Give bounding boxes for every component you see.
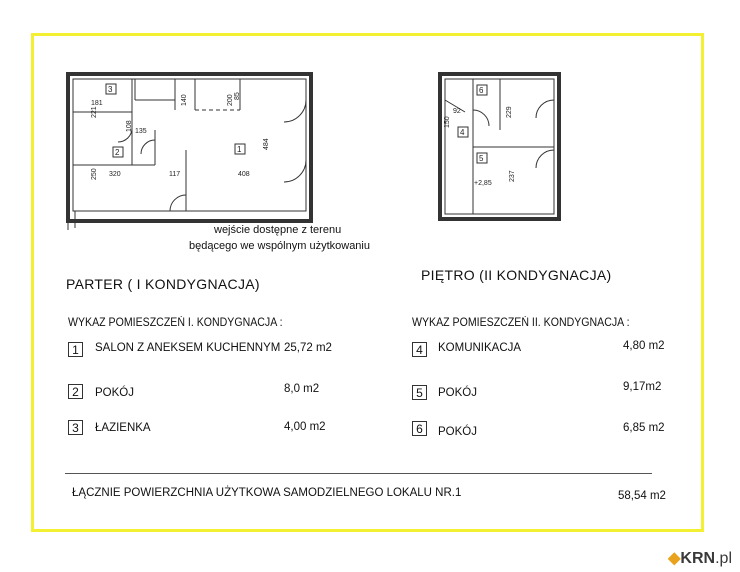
upper-floor-plan [440, 74, 559, 219]
room-1-marker: 1 [237, 145, 242, 154]
entrance-note-line1: wejście dostępne z terenu [214, 224, 342, 236]
room-area: 25,72 m2 [284, 342, 332, 354]
room-area: 4,00 m2 [284, 421, 326, 433]
ground-floor-title: PARTER ( I KONDYGNACJA) [66, 276, 260, 292]
room-5-marker: 5 [479, 154, 484, 163]
dim-140: 140 [181, 94, 188, 106]
logo-suffix: .pl [715, 550, 732, 567]
lock-icon: ◆ [668, 550, 681, 567]
dim-221: 221 [91, 106, 98, 118]
ground-floor-list-title: WYKAZ POMIESZCZEŃ I. KONDYGNACJA : [68, 317, 283, 329]
room-name: POKÓJ [438, 387, 477, 399]
room-number: 5 [412, 385, 427, 400]
upper-floor-title: PIĘTRO (II KONDYGNACJA) [421, 267, 612, 283]
dim-229: 229 [506, 106, 513, 118]
room-area: 8,0 m2 [284, 383, 320, 395]
room-area: 6,85 m2 [623, 422, 665, 434]
upper-floor-list-title: WYKAZ POMIESZCZEŃ II. KONDYGNACJA : [412, 317, 630, 329]
room-name: POKÓJ [438, 426, 477, 438]
room-3-marker: 3 [108, 85, 113, 94]
room-number: 3 [68, 420, 83, 435]
room-name: KOMUNIKACJA [438, 342, 522, 354]
room-6-marker: 6 [479, 86, 484, 95]
krn-logo [668, 548, 732, 568]
room-area: 4,80 m2 [623, 340, 665, 352]
room-2-marker: 2 [115, 148, 120, 157]
room-number: 6 [412, 421, 427, 436]
level-mark: +2,85 [474, 180, 492, 187]
dim-484: 484 [263, 138, 270, 150]
room-name: POKÓJ [95, 387, 134, 399]
room-4-marker: 4 [460, 128, 465, 137]
entrance-note-line2: będącego we wspólnym użytkowaniu [189, 240, 370, 252]
total-label: ŁĄCZNIE POWIERZCHNIA UŻYTKOWA SAMODZIELNEGO LOKALU NR.1 [72, 487, 462, 499]
total-area: 58,54 m2 [618, 490, 666, 502]
separator-line [65, 473, 652, 474]
dim-85: 85 [234, 92, 241, 100]
dim-150: 150 [444, 116, 451, 128]
room-number: 4 [412, 342, 427, 357]
dim-320: 320 [109, 171, 121, 178]
dim-135: 135 [135, 128, 147, 135]
dim-408: 408 [238, 171, 250, 178]
dim-250: 250 [91, 168, 98, 180]
dim-237: 237 [509, 170, 516, 182]
dim-181: 181 [91, 100, 103, 107]
room-name: SALON Z ANEKSEM KUCHENNYM [95, 342, 281, 354]
dim-108: 108 [126, 120, 133, 132]
dim-92: 92 [453, 108, 461, 115]
room-name: ŁAZIENKA [95, 422, 151, 434]
room-area: 9,17m2 [623, 381, 662, 393]
dim-117: 117 [169, 171, 181, 178]
dim-200: 200 [227, 94, 234, 106]
room-number: 2 [68, 384, 83, 399]
room-number: 1 [68, 342, 83, 357]
logo-brand: KRN [680, 550, 716, 567]
ground-floor-plan [68, 74, 311, 230]
